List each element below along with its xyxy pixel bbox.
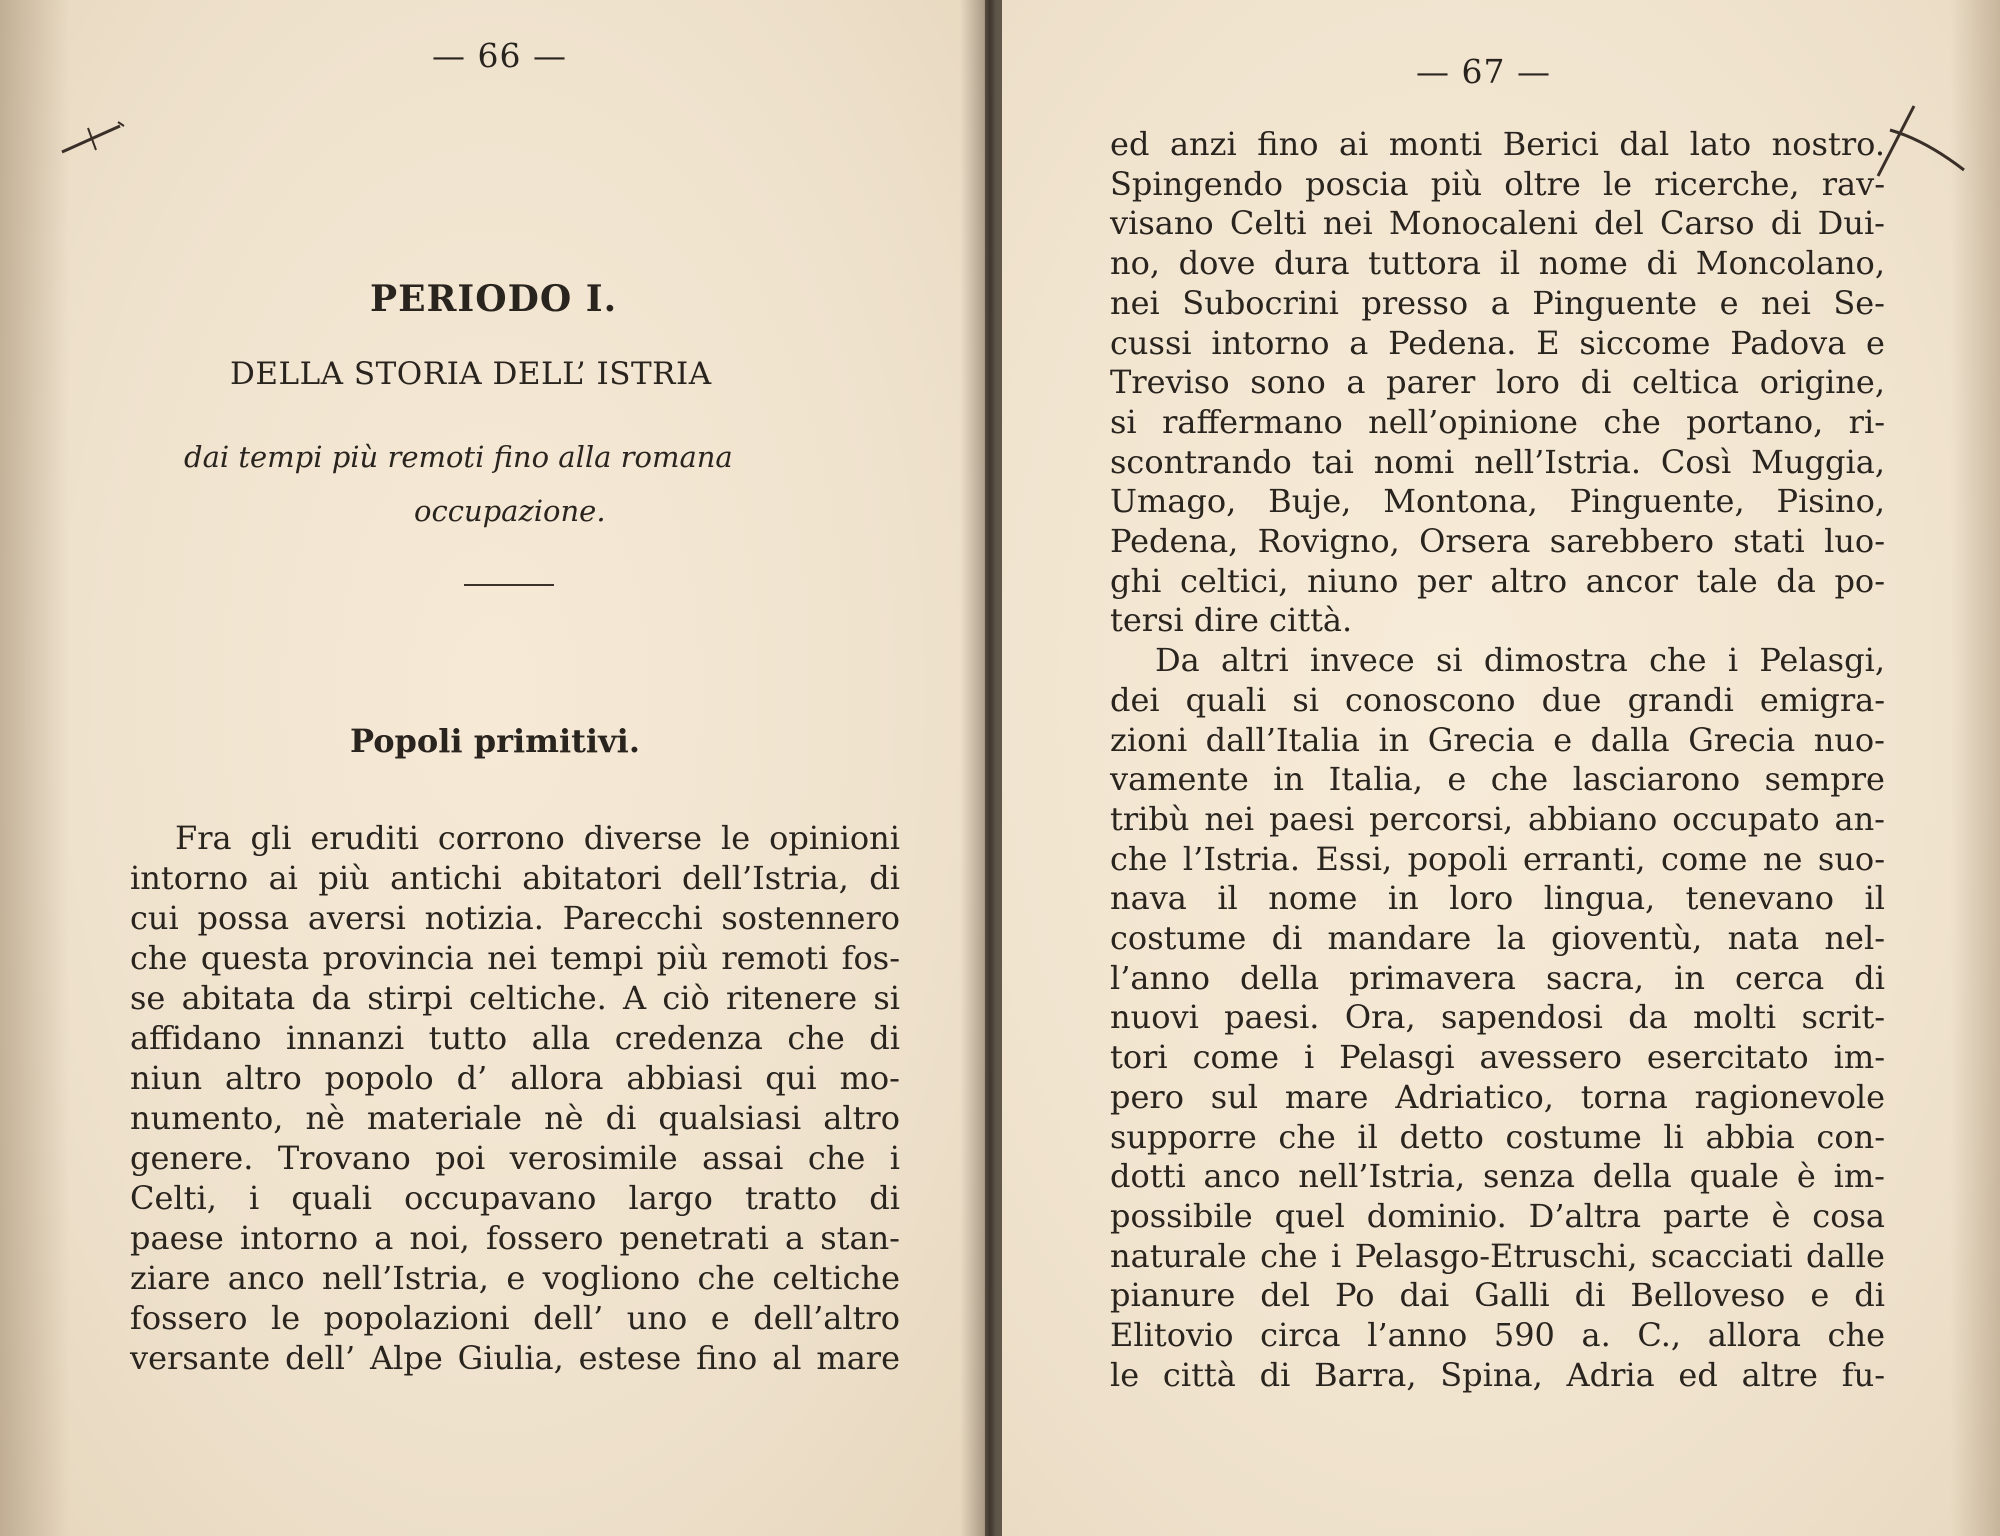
left-body-line: genere. Trovano poi verosimile assai che i — [130, 1139, 900, 1177]
left-body-line: cui possa aversi notizia. Parecchi sostennero — [130, 899, 900, 937]
left-body-line: che questa provincia nei tempi più remoti fos- — [130, 939, 900, 977]
right-body-line: nuovi paesi. Ora, sapendosi da molti scrit- — [1110, 998, 1885, 1037]
left-page — [0, 0, 985, 1536]
right-body-line: cussi intorno a Pedena. E siccome Padova e — [1110, 323, 1885, 362]
right-body-line: supporre che il detto costume li abbia con- — [1110, 1117, 1885, 1156]
right-body-line: costume di mandare la gioventù, nata nel- — [1110, 919, 1885, 957]
left-body-line: niun altro popolo d’ allora abbiasi qui mo- — [130, 1059, 900, 1097]
right-body-line: ghi celtici, niuno per altro ancor tale da po- — [1110, 561, 1885, 600]
left-body-line: Celti, i quali occupavano largo tratto di — [130, 1179, 900, 1217]
right-body-line: nei Subocrini presso a Pinguente e nei Se- — [1110, 283, 1885, 322]
left-body-line: intorno ai più antichi abitatori dell’Istria, di — [130, 859, 900, 897]
right-body-line: che l’Istria. Essi, popoli erranti, come ne suo- — [1110, 839, 1885, 878]
page-number-67: — 67 — — [1416, 52, 1551, 91]
left-body-line: Fra gli eruditi corrono diverse le opinioni — [175, 819, 900, 857]
left-body-line: numento, nè materiale nè di qualsiasi altro — [130, 1099, 900, 1137]
right-body-line: Spingendo poscia più oltre le ricerche, rav- — [1110, 164, 1885, 203]
right-body-line: pero sul mare Adriatico, torna ragionevole — [1110, 1077, 1885, 1116]
section-title: Popoli primitivi. — [350, 722, 640, 760]
right-body-line: Treviso sono a parer loro di celtica origine, — [1110, 363, 1885, 402]
right-body-line: no, dove dura tuttora il nome di Moncolano, — [1110, 244, 1885, 283]
left-body-line: ziare anco nell’Istria, e vogliono che celtiche — [130, 1259, 900, 1297]
right-body-line: visano Celti nei Monocaleni del Carso di Dui- — [1110, 204, 1885, 243]
right-body-line: Da altri invece si dimostra che i Pelasgi, — [1155, 641, 1885, 680]
period-title: PERIODO I. — [370, 278, 618, 320]
right-body-line: Pedena, Rovigno, Orsera sarebbero stati luo- — [1110, 522, 1885, 560]
right-body-line: possibile quel dominio. D’altra parte è cosa — [1110, 1196, 1885, 1235]
right-body-line: tori come i Pelasgi avessero esercitato im- — [1110, 1038, 1885, 1077]
right-body-line: naturale che i Pelasgo-Etruschi, scacciati dalle — [1110, 1236, 1885, 1275]
subtitle-line-2: occupazione. — [414, 494, 606, 528]
left-body-line: paese intorno a noi, fossero penetrati a stan- — [130, 1219, 900, 1257]
left-body-line: versante dell’ Alpe Giulia, estese fino al mare — [130, 1339, 900, 1377]
right-body-line: si raffermano nell’opinione che portano, ri- — [1110, 402, 1885, 441]
right-body-line: vamente in Italia, e che lasciarono sempre — [1110, 760, 1885, 799]
right-body-line: scontrando tai nomi nell’Istria. Così Muggia, — [1110, 442, 1885, 481]
right-body-line: pianure del Po dai Galli di Belloveso e di — [1110, 1276, 1885, 1315]
page-number-66: — 66 — — [432, 36, 567, 75]
right-body-line: l’anno della primavera sacra, in cerca di — [1110, 958, 1885, 997]
right-body-line: dei quali si conoscono due grandi emigra- — [1110, 680, 1885, 719]
left-body-line: affidano innanzi tutto alla credenza che di — [130, 1019, 900, 1057]
pencil-cross-icon — [1870, 100, 1970, 180]
left-body-line: se abitata da stirpi celtiche. A ciò ritenere si — [130, 979, 900, 1017]
right-body-line: Umago, Buje, Montona, Pinguente, Pisino, — [1110, 482, 1885, 521]
right-body-line: Elitovio circa l’anno 590 a. C., allora che — [1110, 1316, 1885, 1354]
right-body-line: dotti anco nell’Istria, senza della quale è im- — [1110, 1157, 1885, 1196]
history-title: DELLA STORIA DELL’ ISTRIA — [230, 356, 712, 392]
pencil-cross-icon — [58, 118, 128, 158]
section-divider — [464, 584, 554, 586]
page-edge-shadow — [1950, 0, 2000, 1536]
right-body-line: tribù nei paesi percorsi, abbiano occupato an- — [1110, 799, 1885, 838]
right-body-line: le città di Barra, Spina, Adria ed altre fu- — [1110, 1355, 1885, 1394]
left-body-line: fossero le popolazioni dell’ uno e dell’altro — [130, 1299, 900, 1337]
right-body-line: ed anzi fino ai monti Berici dal lato nostro. — [1110, 125, 1885, 163]
right-page — [1002, 0, 2000, 1536]
page-edge-shadow — [0, 0, 70, 1536]
right-body-line: zioni dall’Italia in Grecia e dalla Grecia nuo- — [1110, 720, 1885, 759]
right-body-line: tersi dire città. — [1110, 601, 1353, 640]
right-body-line: nava il nome in loro lingua, tenevano il — [1110, 879, 1885, 918]
subtitle-line-1: dai tempi più remoti fino alla romana — [184, 440, 733, 474]
